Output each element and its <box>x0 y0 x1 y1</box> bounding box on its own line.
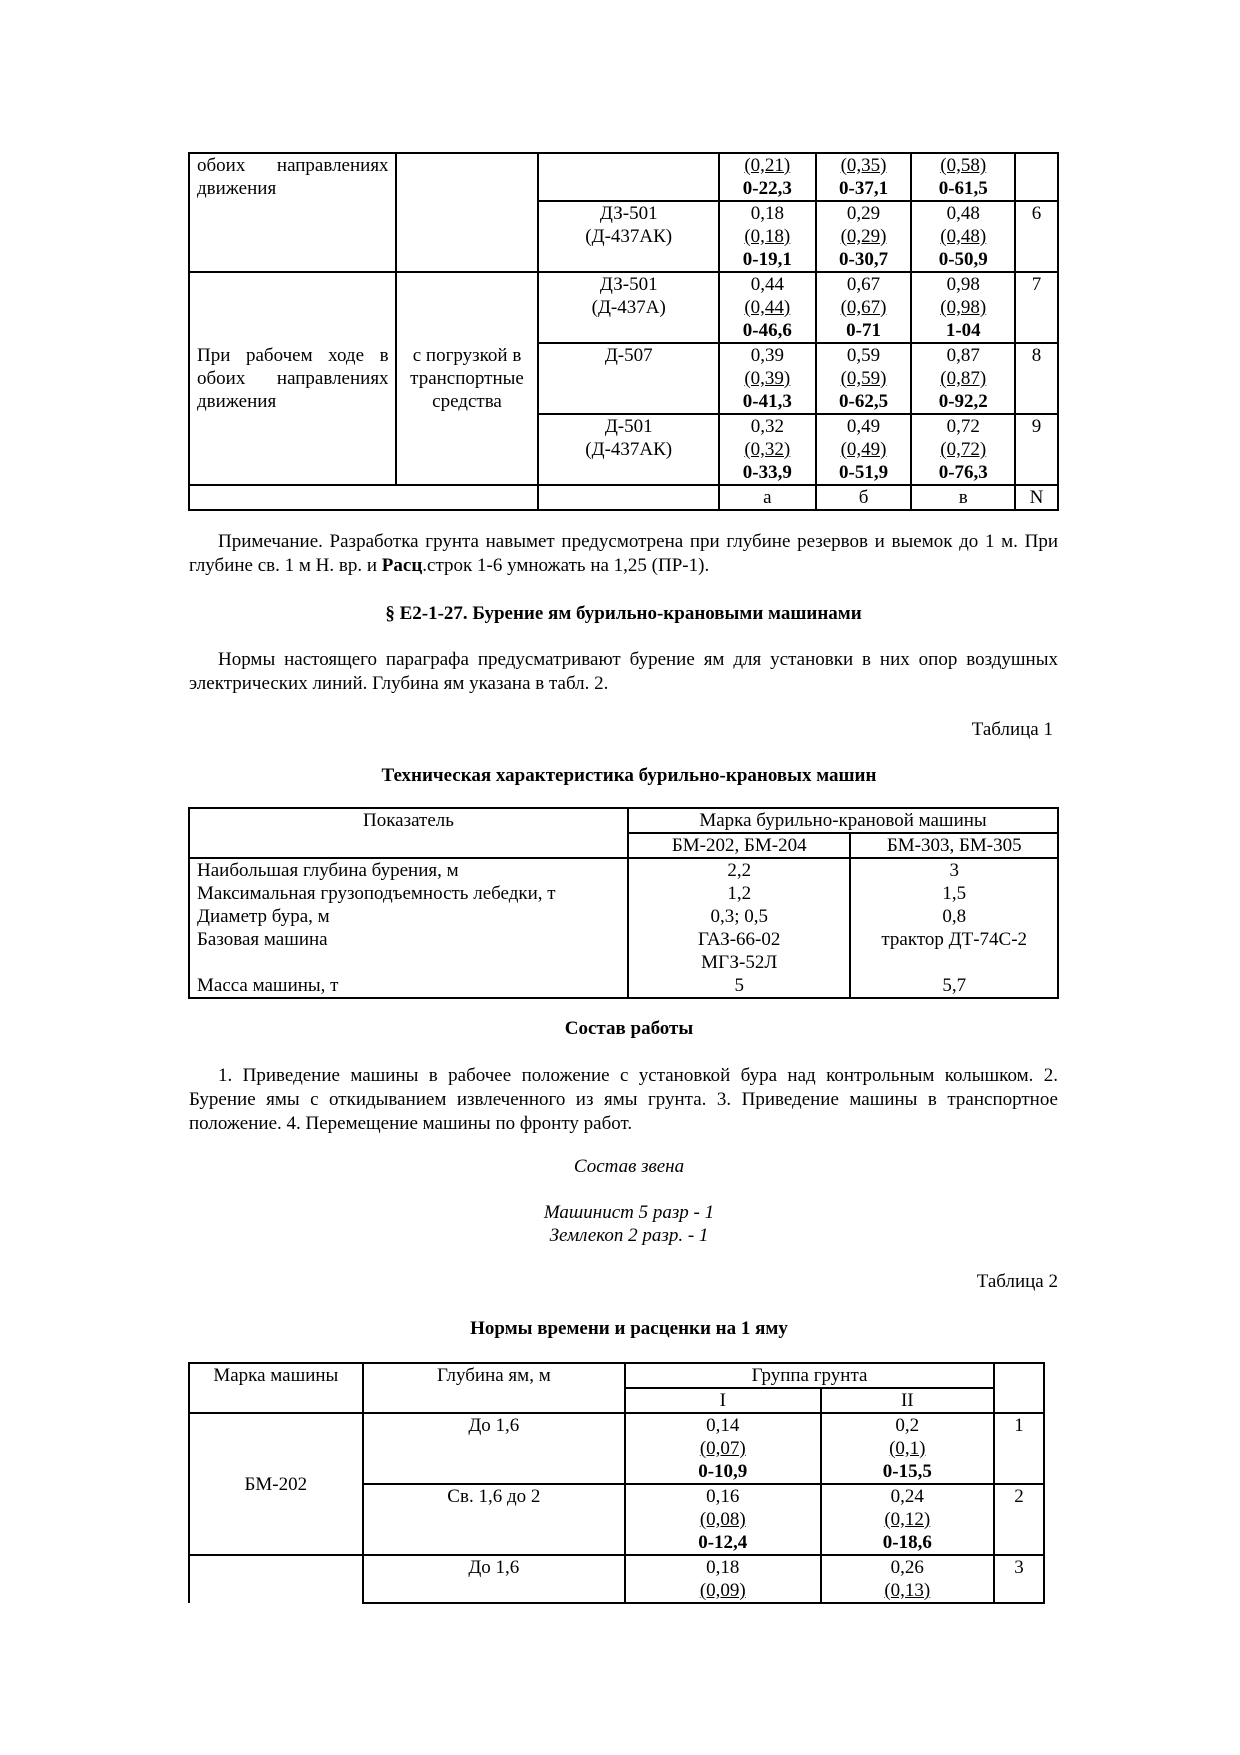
rate: 0-61,5 <box>938 178 988 199</box>
time-norm-mech: (0,1) <box>889 1438 926 1459</box>
rate: 0-30,7 <box>839 249 889 270</box>
time-norm: 0,48 <box>946 203 980 224</box>
crew-member: Машинист 5 разр - 1 <box>543 1202 715 1223</box>
time-norm: 0,18 <box>750 203 784 224</box>
value-cell <box>816 414 912 485</box>
time-norm-mech: (0,72) <box>940 439 987 460</box>
work-type-text: При рабочем ходе в обоих направлениях движения <box>197 345 389 412</box>
time-norm: 0,14 <box>706 1415 740 1436</box>
row-number: 1 <box>994 1413 1044 1484</box>
rate: 0-22,3 <box>742 178 792 199</box>
header-machine: Марка машины <box>189 1363 363 1413</box>
time-norm: (0,58) <box>940 155 987 176</box>
time-norm-mech: (0,07) <box>699 1438 746 1459</box>
table2-label: Таблица 2 <box>976 1271 1058 1292</box>
machine-cell <box>538 414 718 485</box>
spec-value: 5,7 <box>850 974 1058 998</box>
time-norm-mech: (0,39) <box>744 368 791 389</box>
section-intro: Нормы настоящего параграфа предусматривают бурение ям для установки в них опор воздушных электрических линий. Глубина ям указана в табл. 2. <box>189 649 1058 694</box>
value-cell <box>911 201 1015 272</box>
value-cell <box>625 1484 821 1555</box>
spec-name: Базовая машина <box>189 928 628 951</box>
section-title: § Е2-1-27. Бурение ям бурильно-крановыми машинами <box>385 603 862 624</box>
machine-cell <box>189 1413 363 1555</box>
time-norms-table <box>188 1362 1045 1604</box>
spec-name: Наибольшая глубина бурения, м <box>189 858 628 882</box>
header-number <box>994 1363 1044 1413</box>
time-norm: 0,26 <box>890 1557 924 1578</box>
time-norm-mech: (0,32) <box>744 439 791 460</box>
depth-value: До 1,6 <box>363 1555 625 1603</box>
depth-value: До 1,6 <box>363 1413 625 1484</box>
condition-cell <box>396 153 539 272</box>
header-machine-1: БМ-202, БМ-204 <box>628 833 850 858</box>
rate: 0-41,3 <box>742 391 792 412</box>
rate: 0-62,5 <box>839 391 889 412</box>
time-norm-mech: (0,67) <box>840 297 887 318</box>
machine-mark-alt: (Д-437АК) <box>585 439 673 460</box>
rate: 0-15,5 <box>882 1461 932 1482</box>
value-cell <box>821 1555 995 1603</box>
value-cell <box>911 343 1015 414</box>
header-group-ii: II <box>821 1388 995 1413</box>
machine-mark-alt: (Д-437А) <box>591 297 666 318</box>
time-norm-mech: (0,59) <box>840 368 887 389</box>
time-norm: 0,67 <box>846 274 881 295</box>
row-number: 8 <box>1015 343 1058 414</box>
time-norm: 0,24 <box>890 1486 924 1507</box>
spec-value: ГАЗ-66-02 <box>628 928 850 951</box>
note-bold: Расц <box>381 555 423 576</box>
work-type-cell <box>189 153 396 272</box>
column-key: N <box>1015 485 1058 510</box>
row-number: 6 <box>1015 201 1058 272</box>
time-norm: 0,87 <box>946 345 980 366</box>
machine-mark: ДЗ-501 <box>599 274 658 295</box>
time-norm-mech: (0,98) <box>940 297 987 318</box>
spec-name <box>189 951 628 974</box>
time-norm-mech: (0,18) <box>744 226 791 247</box>
row-number: 2 <box>994 1484 1044 1555</box>
header-soil-group: Группа грунта <box>625 1363 994 1388</box>
rate: 0-12,4 <box>698 1532 748 1553</box>
header-group-i: I <box>625 1388 821 1413</box>
time-norm: 0,39 <box>750 345 784 366</box>
time-norm-mech: (0,13) <box>884 1580 931 1601</box>
time-norm-mech: (0,87) <box>940 368 987 389</box>
rate: 0-92,2 <box>938 391 988 412</box>
time-norm-mech: (0,08) <box>699 1509 746 1530</box>
rate: 0-33,9 <box>742 462 792 483</box>
time-norm: 0,59 <box>846 345 881 366</box>
time-norm: 0,98 <box>946 274 980 295</box>
table1-label: Таблица 1 <box>971 719 1053 740</box>
time-norm-mech: (0,09) <box>699 1580 746 1601</box>
value-cell <box>911 272 1015 343</box>
column-key: в <box>911 485 1015 510</box>
value-cell <box>719 201 816 272</box>
time-norm: 0,49 <box>846 416 881 437</box>
row-number-cell <box>1015 153 1058 201</box>
footer-cell <box>538 485 718 510</box>
machine-cell <box>538 272 718 343</box>
spec-value: трактор ДТ-74С-2 <box>850 928 1058 951</box>
time-norm-mech: (0,49) <box>840 439 887 460</box>
machine-cell <box>538 201 718 272</box>
column-key: б <box>816 485 912 510</box>
note-paragraph <box>189 530 1058 578</box>
work-title: Состав работы <box>564 1018 694 1039</box>
value-cell <box>821 1413 995 1484</box>
value-cell <box>821 1484 995 1555</box>
header-machine-2: БМ-303, БМ-305 <box>850 833 1058 858</box>
table1-title: Техническая характеристика бурильно-крановых машин <box>381 765 877 786</box>
rate: 0-37,1 <box>839 178 889 199</box>
machine-mark: Д-501 <box>604 416 653 437</box>
footer-cell <box>189 485 538 510</box>
rate: 0-19,1 <box>742 249 792 270</box>
time-norm: (0,35) <box>840 155 887 176</box>
spec-name: Масса машины, т <box>189 974 628 998</box>
rate: 0-71 <box>846 320 881 341</box>
value-cell <box>719 414 816 485</box>
value-cell <box>625 1413 821 1484</box>
rate: 0-50,9 <box>938 249 988 270</box>
machine-mark: БМ-202 <box>244 1473 308 1495</box>
row-number: 3 <box>994 1555 1044 1603</box>
spec-value <box>850 951 1058 974</box>
note-text: Примечание. Разработка грунта навымет предусмотрена при глубине резервов и выемок до 1 м. При глубине св. 1 м Н. вр. и <box>189 531 1058 576</box>
time-norm: 0,44 <box>750 274 784 295</box>
machine-cell <box>538 343 718 414</box>
row-number: 9 <box>1015 414 1058 485</box>
rate: 0-76,3 <box>938 462 988 483</box>
condition-text: с погрузкой в транспортные средства <box>410 345 524 412</box>
time-norm: (0,21) <box>744 155 791 176</box>
work-type-text: обоих направлениях движения <box>197 155 389 199</box>
row-number: 7 <box>1015 272 1058 343</box>
machine-mark-alt: (Д-437АК) <box>585 226 673 247</box>
work-description: 1. Приведение машины в рабочее положение с установкой бура над контрольным колышком. 2. Бурение ямы с откидыванием извлеченного из ямы грунта. 3. Приведение машины в транспортное положение. 4. Перемещение машины по фронту работ. <box>189 1065 1058 1134</box>
spec-value: 0,8 <box>850 905 1058 928</box>
spec-value: 0,3; 0,5 <box>628 905 850 928</box>
time-norm-mech: (0,48) <box>940 226 987 247</box>
time-norm: 0,32 <box>750 416 784 437</box>
work-type-cell <box>189 272 396 485</box>
rate: 1-04 <box>945 320 981 341</box>
tech-spec-table <box>188 807 1059 999</box>
spec-value: 5 <box>628 974 850 998</box>
spec-name: Диаметр бура, м <box>189 905 628 928</box>
table2-title: Нормы времени и расценки на 1 яму <box>470 1318 788 1339</box>
spec-value: 2,2 <box>628 858 850 882</box>
value-cell <box>719 343 816 414</box>
time-norm: 0,72 <box>946 416 980 437</box>
norms-table-continued <box>188 152 1059 511</box>
value-cell <box>816 272 912 343</box>
spec-value: МГЗ-52Л <box>628 951 850 974</box>
rate: 0-51,9 <box>839 462 889 483</box>
value-cell <box>816 153 912 201</box>
value-cell <box>911 414 1015 485</box>
rate: 0-46,6 <box>742 320 792 341</box>
value-cell <box>816 343 912 414</box>
time-norm: 0,2 <box>895 1415 920 1436</box>
spec-name: Максимальная грузоподъемность лебедки, т <box>189 882 628 905</box>
crew-title: Состав звена <box>573 1156 685 1177</box>
header-depth: Глубина ям, м <box>363 1363 625 1413</box>
header-indicator: Показатель <box>189 808 628 858</box>
value-cell <box>719 153 816 201</box>
note-text-end: .строк 1-6 умножать на 1,25 (ПР-1). <box>422 555 710 576</box>
value-cell <box>816 201 912 272</box>
spec-value: 3 <box>850 858 1058 882</box>
time-norm-mech: (0,29) <box>840 226 887 247</box>
value-cell <box>911 153 1015 201</box>
time-norm-mech: (0,12) <box>884 1509 931 1530</box>
value-cell <box>719 272 816 343</box>
crew-member: Землекоп 2 разр. - 1 <box>549 1225 709 1246</box>
time-norm-mech: (0,44) <box>744 297 791 318</box>
spec-value: 1,5 <box>850 882 1058 905</box>
machine-mark: Д-507 <box>604 345 653 366</box>
depth-value: Св. 1,6 до 2 <box>363 1484 625 1555</box>
machine-cell <box>189 1555 363 1603</box>
time-norm: 0,18 <box>706 1557 740 1578</box>
time-norm: 0,29 <box>846 203 881 224</box>
time-norm: 0,16 <box>706 1486 740 1507</box>
rate: 0-10,9 <box>698 1461 748 1482</box>
rate: 0-18,6 <box>882 1532 932 1553</box>
machine-mark: ДЗ-501 <box>599 203 658 224</box>
value-cell <box>625 1555 821 1603</box>
column-key: а <box>719 485 816 510</box>
machine-cell <box>538 153 718 201</box>
spec-value: 1,2 <box>628 882 850 905</box>
condition-cell <box>396 272 539 485</box>
header-machine-group: Марка бурильно-крановой машины <box>628 808 1058 833</box>
